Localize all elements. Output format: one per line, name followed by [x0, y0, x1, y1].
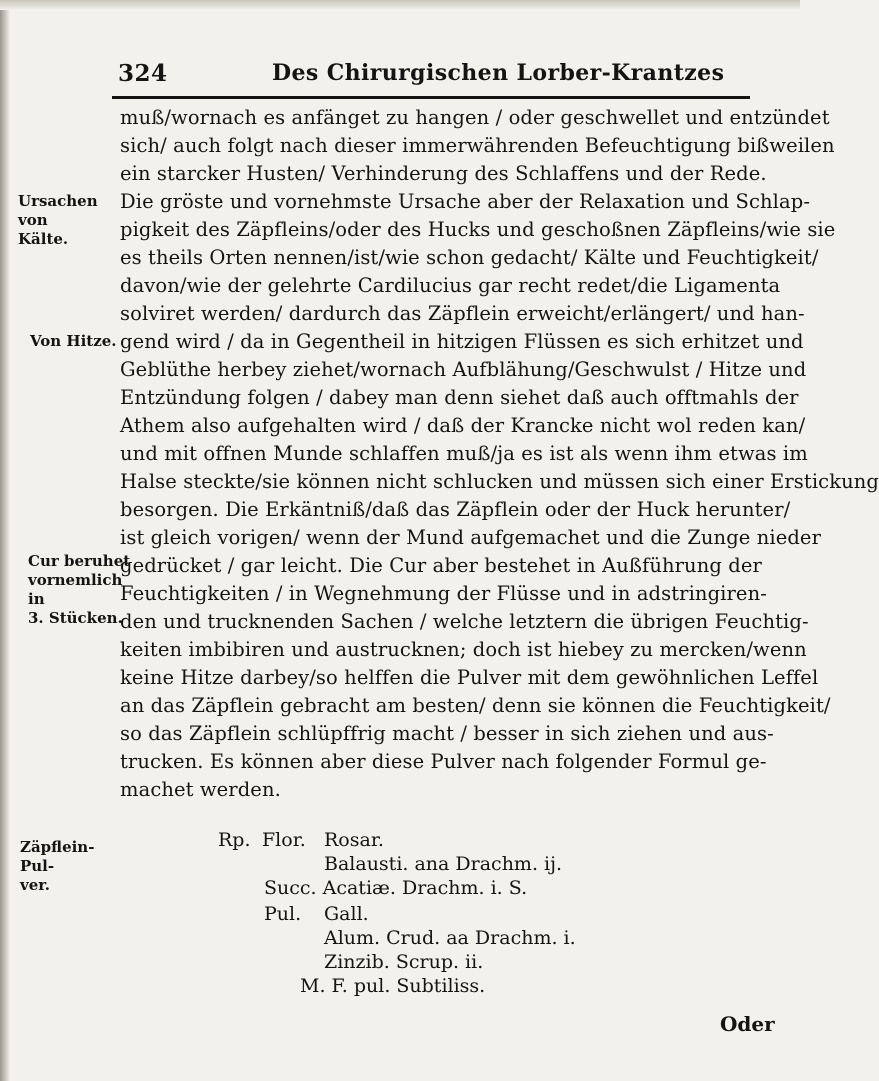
body-line: es theils Orten nennen/ist/wie schon gedacht/ Kälte und Feuchtigkeit/: [120, 246, 819, 269]
body-line: ein starcker Husten/ Verhinderung des Schlaffens und der Rede.: [120, 162, 767, 185]
recipe-balausti: Balausti. ana Drachm. ij.: [324, 853, 563, 875]
margin-note-line: vornemlich in: [28, 571, 123, 608]
body-line: den und trucknenden Sachen / welche letztern die übrigen Feuchtig-: [120, 610, 809, 633]
body-line: gedrücket / gar leicht. Die Cur aber bestehet in Außführung der: [120, 554, 762, 577]
body-line: Entzündung folgen / dabey man denn siehet daß auch offtmahls der: [120, 386, 799, 409]
body-line: Halse steckte/sie können nicht schlucken und müssen sich einer Erstickung: [120, 470, 879, 493]
header-rule: [112, 96, 750, 99]
recipe-flor: Flor.: [262, 829, 306, 851]
recipe-gall: Gall.: [324, 903, 369, 925]
body-line: Feuchtigkeiten / in Wegnehmung der Flüsse und in adstringiren-: [120, 582, 767, 605]
body-line: keiten imbibiren und austrucknen; doch ist hiebey zu mercken/wenn: [120, 638, 807, 661]
body-line: Die gröste und vornehmste Ursache aber der Relaxation und Schlap-: [120, 190, 811, 213]
body-line: Geblüthe herbey ziehet/wornach Aufblähung/Geschwulst / Hitze und: [120, 358, 807, 381]
body-line: pigkeit des Zäpfleins/oder des Hucks und geschoßnen Zäpfleins/wie sie: [120, 218, 836, 241]
margin-note-line: Zäpflein-Pul-: [20, 838, 95, 875]
recipe-mf: M. F. pul. Subtiliss.: [300, 975, 486, 997]
margin-note-heat: [30, 332, 138, 351]
margin-note-line: Kälte.: [18, 230, 69, 248]
body-line: trucken. Es können aber diese Pulver nach folgender Formul ge-: [120, 750, 767, 773]
page-top-shadow: [0, 0, 800, 10]
margin-note-line: Von Hitze.: [30, 332, 117, 350]
body-line: so das Zäpflein schlüpffrig macht / besser in sich ziehen und aus-: [120, 722, 774, 745]
margin-note-line: ver.: [20, 876, 51, 894]
recipe-rosar: Rosar.: [324, 829, 384, 851]
running-title: Des Chirurgischen Lorber-Krantzes: [272, 60, 725, 86]
body-line: davon/wie der gelehrte Cardilucius gar recht redet/die Ligamenta: [120, 274, 781, 297]
margin-note-cure: [28, 552, 136, 628]
body-line: besorgen. Die Erkäntniß/daß das Zäpflein oder der Huck herunter/: [120, 498, 791, 521]
body-line: ist gleich vorigen/ wenn der Mund aufgemachet und die Zunge nieder: [120, 526, 821, 549]
margin-note-causes-cold: [18, 192, 126, 249]
page-gutter-shadow: [0, 0, 10, 1081]
recipe-succ: Succ. Acatiæ. Drachm. i. S.: [264, 877, 528, 899]
recipe-zinzib: Zinzib. Scrup. ii.: [324, 951, 484, 973]
body-line: gend wird / da in Gegentheil in hitzigen Flüssen es sich erhitzet und: [120, 330, 804, 353]
body-line: sich/ auch folgt nach dieser immerwährenden Befeuchtigung bißweilen: [120, 134, 835, 157]
margin-note-line: Ursachen von: [18, 192, 98, 229]
page-number: 324: [118, 60, 168, 87]
margin-note-line: Cur beruhet: [28, 552, 131, 570]
body-line-last: machet werden.: [120, 778, 281, 801]
recipe-rp: Rp.: [218, 829, 251, 851]
recipe-pul: Pul.: [264, 903, 302, 925]
body-line: Athem also aufgehalten wird / daß der Krancke nicht wol reden kan/: [120, 414, 806, 437]
recipe-alum: Alum. Crud. aa Drachm. i.: [324, 927, 576, 949]
catchword: Oder: [720, 1012, 775, 1036]
body-line: solviret werden/ dardurch das Zäpflein erweicht/erlängert/ und han-: [120, 302, 805, 325]
margin-note-line: 3. Stücken.: [28, 609, 123, 627]
margin-note-powder: [20, 838, 128, 895]
body-line: muß/wornach es anfänget zu hangen / oder geschwellet und entzündet: [120, 106, 830, 129]
body-line: keine Hitze darbey/so helffen die Pulver mit dem gewöhnlichen Leffel: [120, 666, 819, 689]
body-line: an das Zäpflein gebracht am besten/ denn sie können die Feuchtigkeit/: [120, 694, 831, 717]
body-line: und mit offnen Munde schlaffen muß/ja es ist als wenn ihm etwas im: [120, 442, 808, 465]
